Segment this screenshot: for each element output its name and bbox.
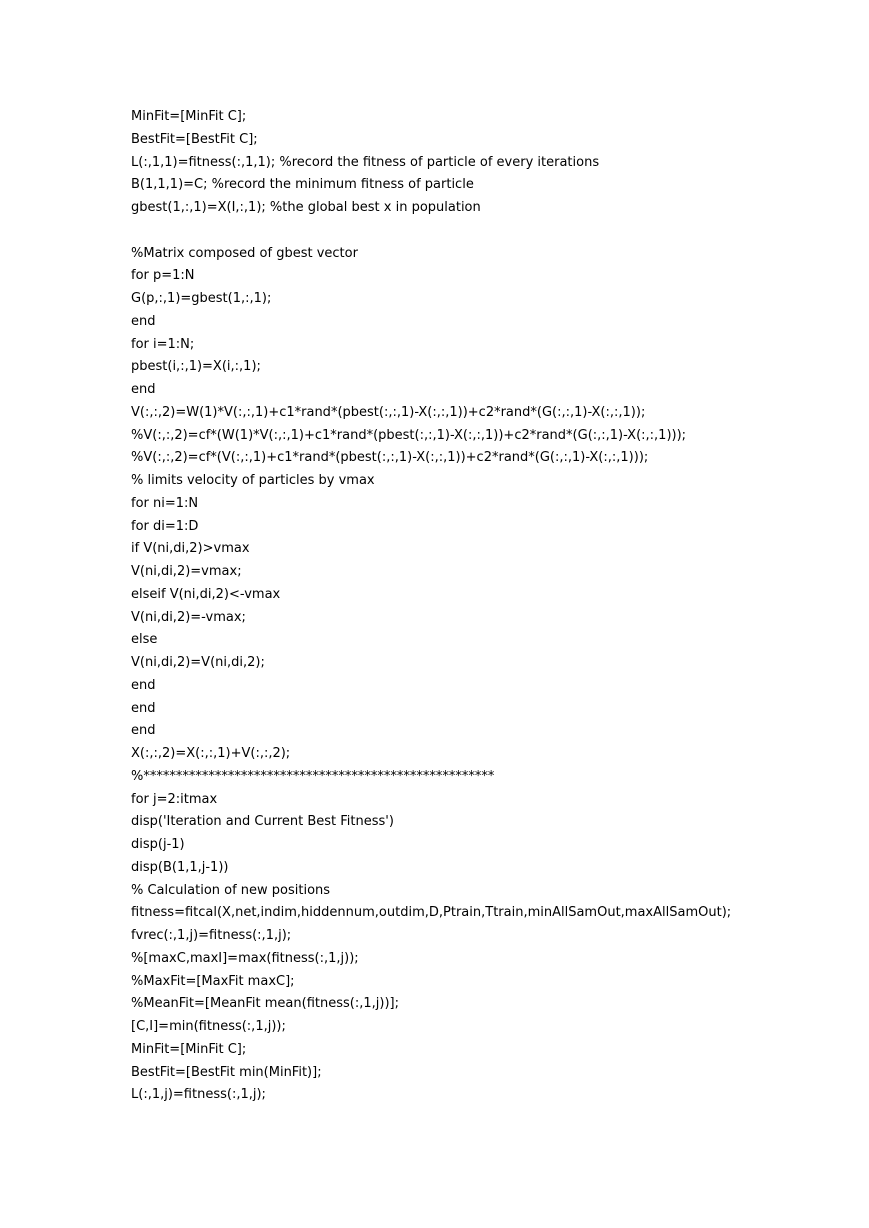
code-line: pbest(i,:,1)=X(i,:,1); (131, 359, 261, 375)
code-line: MinFit=[MinFit C]; (131, 109, 247, 124)
code-line: B(1,1,1)=C; %record the minimum fitness of particle (131, 177, 474, 193)
code-line: [C,I]=min(fitness(:,1,j)); (131, 1019, 286, 1034)
code-line: for p=1:N (131, 268, 195, 284)
code-line: X(:,:,2)=X(:,:,1)+V(:,:,2); (131, 746, 291, 761)
code-line: V(ni,di,2)=V(ni,di,2); (131, 655, 265, 670)
code-line: end (131, 700, 156, 716)
code-line: fvrec(:,1,j)=fitness(:,1,j); (131, 928, 292, 943)
code-line: V(:,:,2)=W(1)*V(:,:,1)+c1*rand*(pbest(:,:,1)-X(:,:,1))+c2*rand*(G(:,:,1)-X(:,:,1)); (131, 404, 646, 420)
code-line: %MeanFit=[MeanFit mean(fitness(:,1,j))]; (131, 996, 399, 1012)
code-line: %Matrix composed of gbest vector (131, 245, 358, 261)
code-line (131, 220, 831, 243)
code-line: disp(B(1,1,j-1)) (131, 859, 229, 875)
code-line: if V(ni,di,2)>vmax (131, 541, 250, 557)
code-line: for j=2:itmax (131, 791, 218, 807)
code-line: for di=1:D (131, 518, 199, 534)
code-line: %MaxFit=[MaxFit maxC]; (131, 973, 295, 989)
code-line: fitness=fitcal(X,net,indim,hiddennum,outdim,D,Ptrain,Ttrain,minAllSamOut,maxAllSamOut); (131, 905, 732, 921)
code-line: end (131, 382, 156, 397)
code-line: % limits velocity of particles by vmax (131, 473, 375, 488)
code-line: end (131, 313, 156, 329)
code-line: elseif V(ni,di,2)<-vmax (131, 586, 281, 602)
code-listing (131, 106, 831, 1107)
code-line: V(ni,di,2)=vmax; (131, 564, 242, 579)
code-line: MinFit=[MinFit C]; (131, 1041, 247, 1057)
code-line: %V(:,:,2)=cf*(V(:,:,1)+c1*rand*(pbest(:,:,1)-X(:,:,1))+c2*rand*(G(:,:,1)-X(:,:,1))); (131, 450, 649, 466)
code-line: else (131, 632, 158, 648)
code-line: BestFit=[BestFit C]; (131, 131, 258, 147)
code-line: gbest(1,:,1)=X(I,:,1); %the global best x in population (131, 200, 481, 215)
code-line: BestFit=[BestFit min(MinFit)]; (131, 1064, 322, 1080)
code-line: % Calculation of new positions (131, 882, 331, 898)
code-line: V(ni,di,2)=-vmax; (131, 609, 246, 625)
code-line: %V(:,:,2)=cf*(W(1)*V(:,:,1)+c1*rand*(pbest(:,:,1)-X(:,:,1))+c2*rand*(G(:,:,1)-X(:,:,1))); (131, 427, 687, 443)
code-line: L(:,1,j)=fitness(:,1,j); (131, 1087, 266, 1103)
code-line: end (131, 677, 156, 693)
code-line: disp(j-1) (131, 837, 185, 852)
code-line: for ni=1:N (131, 495, 199, 511)
code-line: for i=1:N; (131, 336, 195, 352)
code-line: %[maxC,maxI]=max(fitness(:,1,j)); (131, 950, 359, 966)
code-line: G(p,:,1)=gbest(1,:,1); (131, 291, 272, 306)
code-line: %****************************************************** (131, 768, 495, 784)
code-line: end (131, 723, 156, 739)
code-line: L(:,1,1)=fitness(:,1,1); %record the fitness of particle of every iterations (131, 154, 600, 170)
code-line: disp('Iteration and Current Best Fitness') (131, 814, 394, 830)
